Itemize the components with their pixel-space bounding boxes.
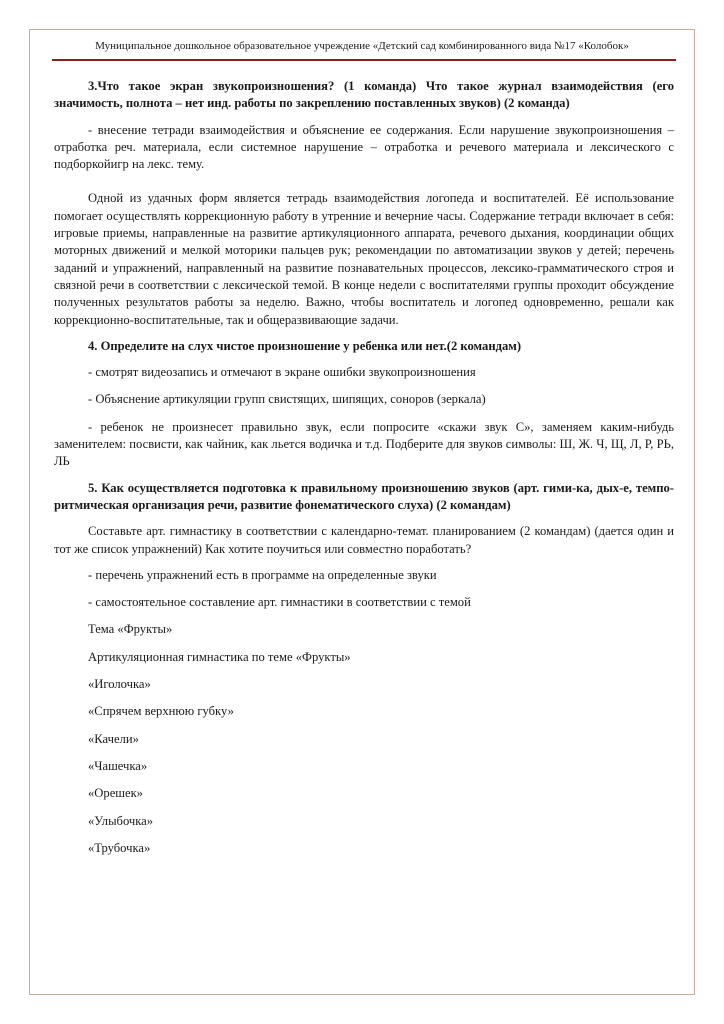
section4-heading: 4. Определите на слух чистое произношение у ребенка или нет.(2 командам) — [88, 338, 522, 353]
list-item: «Иголочка» — [88, 677, 151, 692]
list-item: «Качели» — [88, 731, 139, 746]
document-body — [54, 78, 674, 867]
list-item: «Спрячем верхнюю губку» — [88, 704, 234, 719]
section3-paragraph: Одной из удачных форм является тетрадь взаимодействия логопеда и воспитателей. Её использование помогает осуществлять коррекционную работу в утренние и вечерние часы. Содержание тетради включает в себя: игровые приемы, направленные на развитие артикуляционного аппарата, речевого дыхания, координации общих моторных движений и мелкой моторики пальцев рук; рекомендации по автоматизации звуков у детей; перечень заданий и упражнений, направленный на развитие познавательных процессов, лексико-грамматического строя и связной речи в соответствии с лексической темой. В конце недели с воспитателями группы проходит обсуждение полученных результатов работы за неделю. Важно, чтобы воспитатель и логопед одновременно, решали как коррекционно-воспитательные, так и общеразвивающие задачи. — [54, 191, 674, 327]
section4-item: - смотрят видеозапись и отмечают в экране ошибки звукопроизношения — [88, 365, 476, 380]
list-item: «Улыбочка» — [88, 813, 154, 828]
page-header: Муниципальное дошкольное образовательное учреждение «Детский сад комбинированного вида №17 «Колобок» — [95, 40, 629, 52]
list-item: - самостоятельное составление арт. гимнастики в соответствии с темой — [88, 595, 471, 610]
section4-item: - ребенок не произнесет правильно звук, если попросите «скажи звук С», заменяем каким-нибудь заменителем: посвисти, как чайник, как льется водичка и т.д. Подберите для звуков символы: Ш, Ж. Ч, Щ, Л, Р, РЬ, ЛЬ — [54, 419, 674, 469]
section5-heading: 5. Как осуществляется подготовка к правильному произношению звуков (арт. гими-ка, дых-е, темпо-ритмическая организация речи, развитие фонематического слуха) (2 командам) — [54, 480, 674, 512]
section4-item: - Объяснение артикуляции групп свистящих, шипящих, соноров (зеркала) — [88, 392, 486, 407]
list-item: «Чашечка» — [88, 758, 148, 773]
header-divider — [52, 59, 676, 61]
list-item: Артикуляционная гимнастика по теме «Фрукты» — [88, 649, 351, 664]
section3-answer: - внесение тетради взаимодействия и объяснение ее содержания. Если нарушение звукопроизношения – отработка реч. материала, если системное нарушение – отработка и речевого материала и лексического с подборкойигр на лекс. тему. — [54, 122, 674, 172]
section5-intro: Составьте арт. гимнастику в соответствии с календарно-темат. планированием (2 командам) (дается один и тот же список упражнений) Как хотите поучиться или совместно поработать? — [54, 524, 674, 556]
list-item: «Трубочка» — [88, 840, 151, 855]
list-item: Тема «Фрукты» — [88, 622, 173, 637]
list-item: - перечень упражнений есть в программе на определенные звуки — [88, 567, 437, 582]
section3-heading: 3.Что такое экран звукопроизношения? (1 команда) Что такое журнал взаимодействия (его значимость, полнота – нет инд. работы по закреплению поставленных звуков) (2 команда) — [54, 79, 674, 111]
list-item: «Орешек» — [88, 786, 143, 801]
